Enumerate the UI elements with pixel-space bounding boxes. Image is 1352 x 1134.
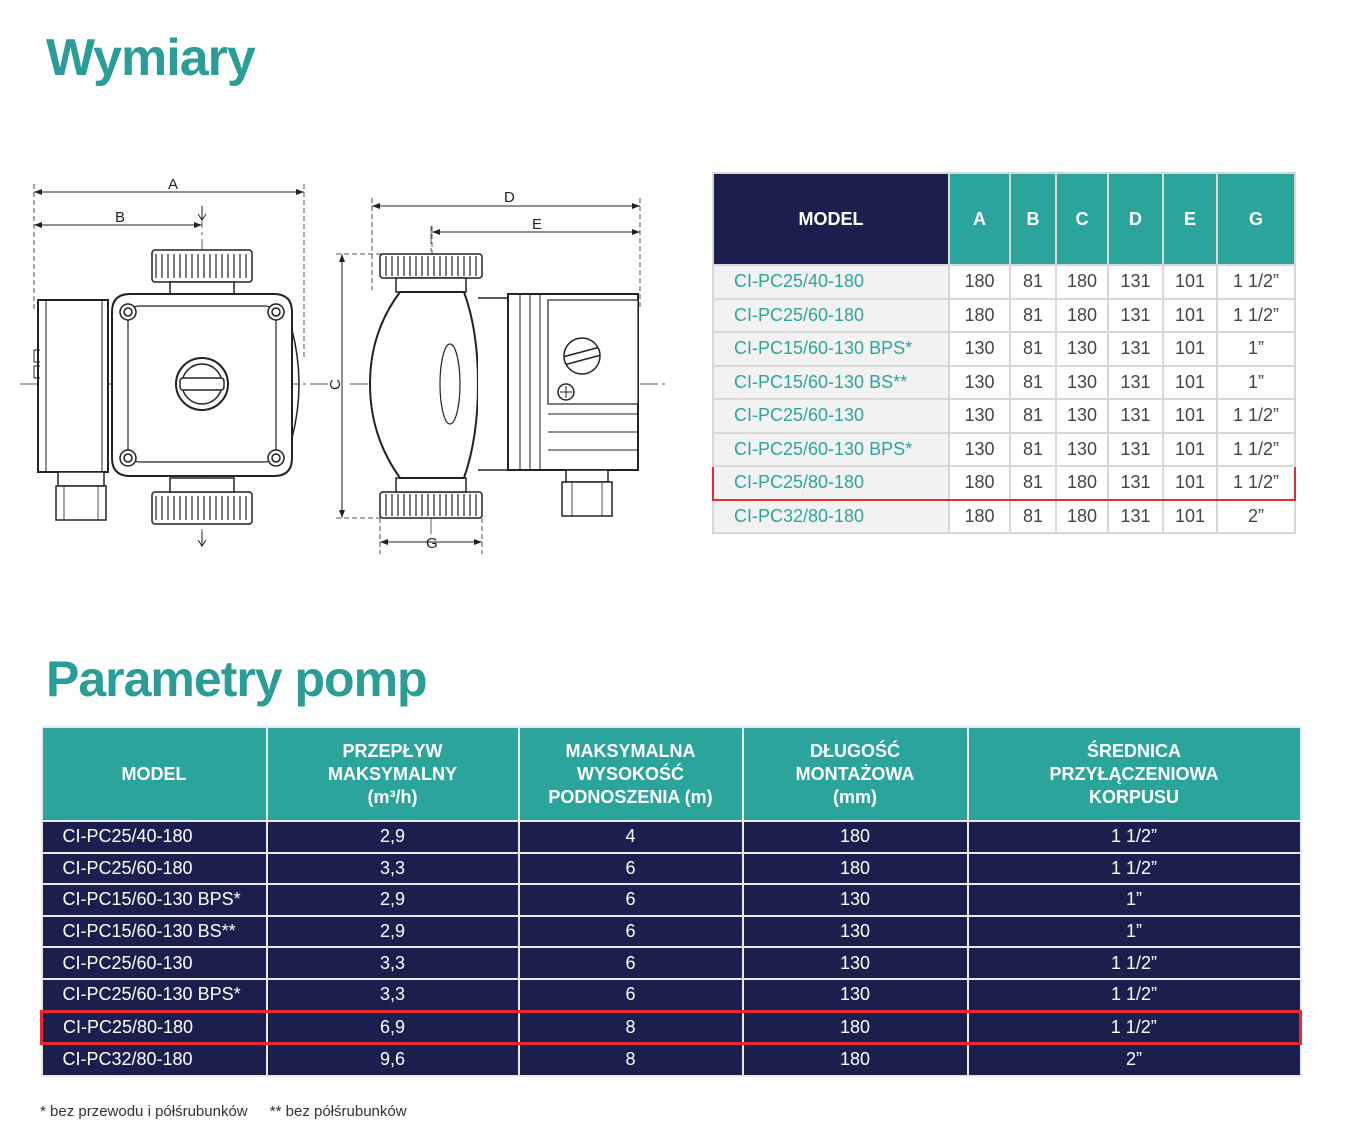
- dim-cell: 130: [1056, 433, 1108, 467]
- dim-cell: 180: [1056, 466, 1108, 500]
- param-cell: 130: [743, 916, 968, 948]
- param-cell: 2,9: [267, 821, 519, 853]
- parameters-header-row: [42, 727, 1301, 821]
- dim-cell: 130: [949, 399, 1010, 433]
- table-row: [42, 821, 1301, 853]
- dim-cell: 180: [1056, 265, 1108, 299]
- table-row: [713, 332, 1295, 366]
- header-line: (m³/h): [367, 786, 418, 807]
- table-row: [42, 884, 1301, 916]
- dim-header-6: G: [1217, 173, 1295, 265]
- param-cell: 2”: [968, 1044, 1301, 1076]
- param-header-3: [743, 727, 968, 821]
- param-cell: 180: [743, 1044, 968, 1076]
- dim-cell: 131: [1108, 332, 1163, 366]
- param-cell: 3,3: [267, 947, 519, 979]
- table-row: [713, 265, 1295, 299]
- dim-cell: 131: [1108, 399, 1163, 433]
- dim-cell: 101: [1163, 500, 1217, 534]
- dim-cell: 2”: [1217, 500, 1295, 534]
- model-cell: CI-PC25/40-180: [713, 265, 949, 299]
- parameters-table: [40, 726, 1302, 1077]
- header-line: PRZEPŁYW: [342, 740, 443, 761]
- dim-header-5: E: [1163, 173, 1217, 265]
- model-cell: CI-PC25/40-180: [42, 821, 267, 853]
- header-line: KORPUSU: [1088, 786, 1179, 807]
- param-cell: 180: [743, 853, 968, 885]
- dim-cell: 131: [1108, 500, 1163, 534]
- model-cell: CI-PC25/80-180: [713, 466, 949, 500]
- dim-cell: 81: [1010, 366, 1056, 400]
- param-cell: 180: [743, 821, 968, 853]
- header-line: ŚREDNICA: [1086, 740, 1181, 761]
- table-row: [713, 399, 1295, 433]
- dim-cell: 1 1/2”: [1217, 433, 1295, 467]
- dim-cell: 1 1/2”: [1217, 265, 1295, 299]
- param-cell: 3,3: [267, 979, 519, 1011]
- param-cell: 6: [519, 947, 743, 979]
- table-row: [42, 947, 1301, 979]
- model-cell: CI-PC32/80-180: [42, 1044, 267, 1076]
- param-cell: 1 1/2”: [968, 947, 1301, 979]
- dim-header-0: MODEL: [713, 173, 949, 265]
- table-row: [42, 853, 1301, 885]
- dim-cell: 180: [1056, 299, 1108, 333]
- dim-cell: 101: [1163, 366, 1217, 400]
- dim-cell: 81: [1010, 332, 1056, 366]
- dimensions-title: Wymiary: [46, 29, 255, 87]
- dim-cell: 131: [1108, 265, 1163, 299]
- param-cell: 1 1/2”: [968, 979, 1301, 1011]
- dim-cell: 130: [949, 433, 1010, 467]
- model-cell: CI-PC15/60-130 BPS*: [42, 884, 267, 916]
- dim-cell: 1 1/2”: [1217, 299, 1295, 333]
- dim-cell: 180: [949, 299, 1010, 333]
- dim-cell: 130: [949, 366, 1010, 400]
- table-row: [42, 979, 1301, 1011]
- param-cell: 2,9: [267, 916, 519, 948]
- model-cell: CI-PC32/80-180: [713, 500, 949, 534]
- dim-cell: 81: [1010, 433, 1056, 467]
- dim-cell: 180: [1056, 500, 1108, 534]
- table-row: [713, 466, 1295, 500]
- dim-cell: 130: [1056, 366, 1108, 400]
- dim-header-1: A: [949, 173, 1010, 265]
- param-cell: 130: [743, 979, 968, 1011]
- model-cell: CI-PC25/60-180: [713, 299, 949, 333]
- dim-cell: 81: [1010, 500, 1056, 534]
- param-cell: 1”: [968, 916, 1301, 948]
- dim-cell: 101: [1163, 299, 1217, 333]
- param-cell: 6: [519, 979, 743, 1011]
- dim-cell: 180: [949, 466, 1010, 500]
- footnote-no-unions: ** bez półśrubunków: [269, 1103, 407, 1120]
- param-cell: 8: [519, 1044, 743, 1076]
- dim-cell: 101: [1163, 265, 1217, 299]
- header-line: DŁUGOŚĆ: [810, 740, 900, 761]
- param-cell: 180: [743, 1011, 968, 1044]
- table-row: [42, 916, 1301, 948]
- header-line: WYSOKOŚĆ: [576, 763, 684, 784]
- dim-label-a: A: [168, 176, 179, 193]
- param-cell: 6: [519, 884, 743, 916]
- dim-cell: 81: [1010, 299, 1056, 333]
- param-cell: 2,9: [267, 884, 519, 916]
- table-row: [713, 299, 1295, 333]
- param-cell: 4: [519, 821, 743, 853]
- dim-header-2: B: [1010, 173, 1056, 265]
- param-cell: 6: [519, 916, 743, 948]
- dim-cell: 180: [949, 500, 1010, 534]
- header-line: (mm): [833, 786, 877, 807]
- param-header-1: [267, 727, 519, 821]
- model-cell: CI-PC25/60-130 BPS*: [713, 433, 949, 467]
- model-cell: CI-PC25/60-130: [713, 399, 949, 433]
- model-cell: CI-PC15/60-130 BPS*: [713, 332, 949, 366]
- dim-label-c: C: [327, 379, 344, 390]
- dim-cell: 101: [1163, 399, 1217, 433]
- model-cell: CI-PC15/60-130 BS**: [713, 366, 949, 400]
- table-row: [713, 366, 1295, 400]
- dim-cell: 1 1/2”: [1217, 466, 1295, 500]
- dim-label-b: B: [115, 209, 126, 226]
- param-cell: 1”: [968, 884, 1301, 916]
- header-line: MAKSYMALNY: [328, 763, 457, 784]
- model-cell: CI-PC25/60-130 BPS*: [42, 979, 267, 1011]
- param-cell: 9,6: [267, 1044, 519, 1076]
- table-row: [42, 1044, 1301, 1076]
- param-cell: 130: [743, 947, 968, 979]
- parameters-title: Parametry pomp: [46, 651, 427, 707]
- model-cell: CI-PC25/60-180: [42, 853, 267, 885]
- table-row: [713, 433, 1295, 467]
- param-header-2: [519, 727, 743, 821]
- dim-cell: 1 1/2”: [1217, 399, 1295, 433]
- param-cell: 1 1/2”: [968, 853, 1301, 885]
- model-cell: CI-PC25/60-130: [42, 947, 267, 979]
- dimensions-table: [712, 172, 1296, 534]
- dim-cell: 1”: [1217, 332, 1295, 366]
- header-line: MAKSYMALNA: [565, 740, 696, 761]
- dim-header-4: D: [1108, 173, 1163, 265]
- param-cell: 3,3: [267, 853, 519, 885]
- table-row: [42, 1011, 1301, 1044]
- footnote-no-cable: * bez przewodu i półśrubunków: [40, 1103, 248, 1120]
- dim-cell: 130: [1056, 399, 1108, 433]
- pump-front-view: [20, 176, 330, 548]
- param-cell: 6: [519, 853, 743, 885]
- dim-cell: 131: [1108, 433, 1163, 467]
- dim-cell: 101: [1163, 466, 1217, 500]
- dim-cell: 81: [1010, 399, 1056, 433]
- dim-cell: 131: [1108, 299, 1163, 333]
- param-header-4: [968, 727, 1301, 821]
- dim-cell: 81: [1010, 265, 1056, 299]
- param-cell: 1 1/2”: [968, 821, 1301, 853]
- dimensions-header-row: [713, 173, 1295, 265]
- dim-cell: 81: [1010, 466, 1056, 500]
- dim-cell: 1”: [1217, 366, 1295, 400]
- dim-cell: 101: [1163, 433, 1217, 467]
- param-header-0: [42, 727, 267, 821]
- dim-cell: 130: [1056, 332, 1108, 366]
- param-cell: 130: [743, 884, 968, 916]
- param-cell: 8: [519, 1011, 743, 1044]
- header-line: PODNOSZENIA (m): [548, 786, 713, 807]
- header-line: MODEL: [121, 763, 187, 784]
- model-cell: CI-PC15/60-130 BS**: [42, 916, 267, 948]
- dim-label-g: G: [426, 535, 438, 552]
- pump-side-view: [327, 189, 668, 554]
- dim-cell: 101: [1163, 332, 1217, 366]
- dim-label-d: D: [504, 189, 515, 206]
- param-cell: 1 1/2”: [968, 1011, 1301, 1044]
- header-line: PRZYŁĄCZENIOWA: [1049, 763, 1219, 784]
- dim-cell: 130: [949, 332, 1010, 366]
- header-line: MONTAŻOWA: [795, 763, 915, 784]
- dim-header-3: C: [1056, 173, 1108, 265]
- param-cell: 6,9: [267, 1011, 519, 1044]
- dim-cell: 180: [949, 265, 1010, 299]
- footnotes: [40, 1103, 407, 1120]
- dim-cell: 131: [1108, 366, 1163, 400]
- model-cell: CI-PC25/80-180: [42, 1011, 267, 1044]
- table-row: [713, 500, 1295, 534]
- dim-cell: 131: [1108, 466, 1163, 500]
- pump-dimension-drawing: [20, 170, 670, 570]
- dim-label-e: E: [532, 216, 543, 233]
